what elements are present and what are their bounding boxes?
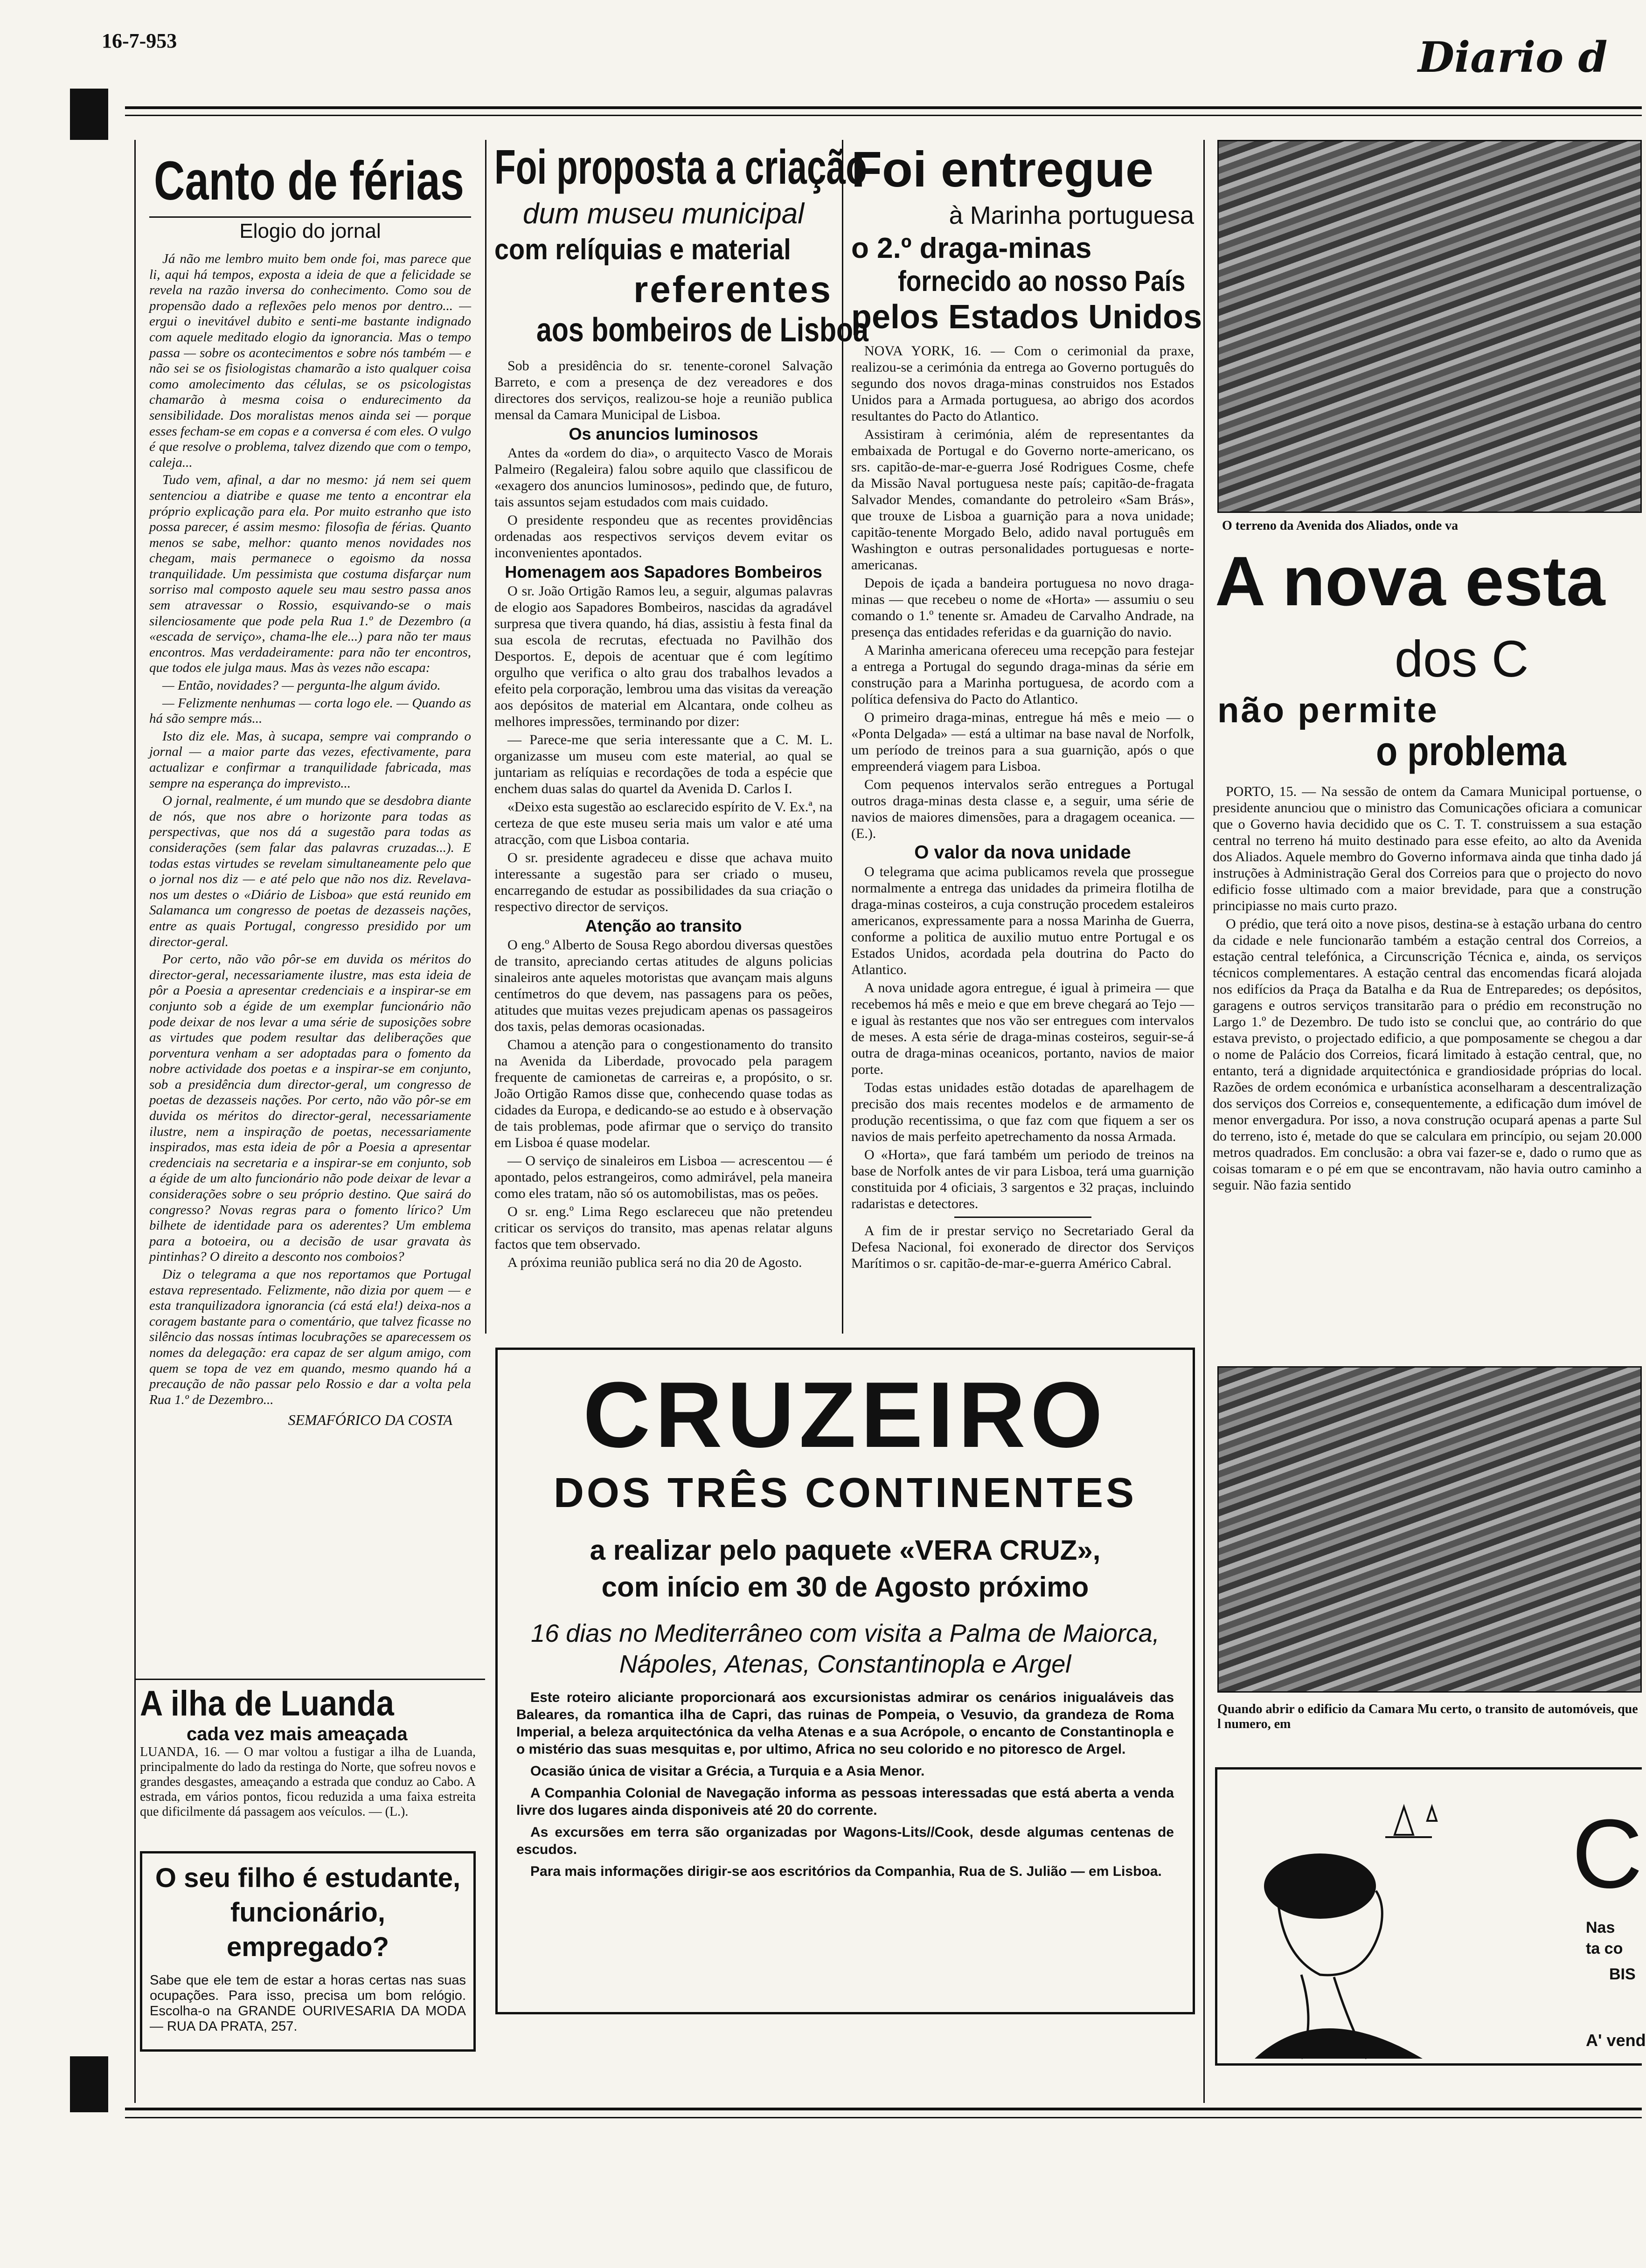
paragraph: O primeiro draga-minas, entregue há mês e meio — o «Ponta Delgada» — está a ultimar na base naval de Norfolk, um período de treinos para a sua guarnição, após o que empreenderá viagem para Lisboa.	[851, 710, 1194, 774]
headline-tertiary: com relíquias e material	[494, 234, 791, 266]
article-body	[149, 251, 471, 1408]
ad-line: Nápoles, Atenas, Constantinopla e Argel	[619, 1650, 1071, 1678]
paragraph: O telegrama que acima publicamos revela que prossegue normalmente a entrega das unidades da primeira flotilha de draga-minas costeiros, a cuja construção procedem estaleiros americanos, expressamente para a nossa Marinha de Guerra, conforme a politica de auxilio mutuo entre Portugal e os Estados Unidos, acordada pela doutrina do Pacto do Atlantico.	[851, 864, 1194, 977]
article-museu-municipal	[494, 140, 868, 1324]
ad-text: ta co	[1586, 1940, 1623, 1957]
paragraph: NOVA YORK, 16. — Com o cerimonial da praxe, realizou-se a cerimónia da entrega ao Governo português do segundo dos novos draga-minas construidos nos Estados Unidos para a Armada portuguesa, ao abrigo dos acordos resultantes do Pacto do Atlantico.	[851, 343, 1194, 424]
ad-paragraph: As excursões em terra são organizadas por Wagons-Lits//Cook, desde algumas centenas de escudos.	[516, 1825, 1174, 1857]
article-title: A ilha de Luanda	[140, 1684, 394, 1723]
article-subtitle: Elogio do jornal	[239, 220, 381, 242]
paragraph: Já não me lembro muito bem onde foi, mas parece que li, aqui há tempos, exposta a ideia de que a felicidade se revela na razão inversa do conhecimento. Como sou de propensão dado a reflexões pelo menos por dentro... — ergui o inevitável dubito e senti-me bastante indignado com aquele meditado elogio da ignorancia. Mas o tempo passa — sobre os acontecimentos e sobre nós também — e não sei se os fisiologistas chamarão a isto qualquer coisa como amolecimento das células, se os psicologistas chamarão à mesma coisa o endurecimento da sensibilidade. Dos moralistas menos ainda sei — porque esses fecham-se em copas e a conversa é com eles. O vulgo é que resolve o problema, talvez dizendo que com o tempo, caleja...	[149, 251, 471, 470]
section-heading: Atenção ao transito	[585, 916, 742, 935]
headline-main: Foi proposta a criação	[494, 140, 867, 194]
bottom-rule-thin	[125, 2117, 1642, 2118]
paragraph: O sr. presidente agradeceu e disse que achava muito interessante a sugestão para ser criado o museu, encarregando de estudar as possibilidades da sua criação o respectivo director de serviços.	[494, 850, 833, 914]
photo-caption: Quando abrir o edificio da Camara Mu certo, o transito de automóveis, que l numero, em	[1217, 1702, 1638, 1731]
photo-avenida-aliados	[1217, 140, 1642, 513]
paragraph: — O serviço de sinaleiros em Lisboa — acrescentou — é apontado, pelos estrangeiros, como admirável, pela maneira como eles tratam, não só os automobilistas, mas os peões.	[494, 1153, 833, 1201]
ad-text: A' vend	[1586, 2031, 1646, 2050]
paragraph: Por certo, não vão pôr-se em duvida os méritos do director-geral, necessariamente ilustre, mas esta ideia de pôr a Poesia a apresentar credenciais e a inspirar-se em conjunto sob a égide de um exemplar funcionário não pode deixar de nos levar a uma série de suposições sobre as virtudes que podem resultar das deliberações que porventura venham a ser adoptadas para o fomento da nobre actividade dos poetas e a inspirar-se em conjunto, sob a presidência dum director-geral, um congresso de poetas de dezasseis nações. Por certo, não vão pôr-se em duvida os méritos do director-geral, necessariamente ilustre, nem a inspiração de poetas, necessariamente inspirados, mas esta ideia de pôr a Poesia a apresentar credenciais na secretaria e a inspirar-se em conjunto, sob a égide de um alto funcionário não pode deixar de levar a considerações sobre o seu próprio destino. Que sairá do congresso? Novas regras para o fomento lírico? Um bilhete de identidade para os aderentes? Um emblema para a botoeira, ou a decisão de usar gravata às pintinhas? O direito a desconto nos comboios?	[149, 952, 471, 1265]
paragraph: O sr. eng.º Lima Rego esclareceu que não pretendeu criticar os serviços do transito, mas apenas relatar alguns factos que tem observado.	[494, 1204, 833, 1252]
section-rule	[135, 1679, 485, 1680]
ad-title: O seu filho é estudante, funcionário, empregado?	[155, 1863, 461, 1962]
top-rule-thin	[125, 115, 1642, 116]
paragraph: — Felizmente nenhumas — corta logo ele. — Quando as há são sempre más...	[149, 695, 471, 726]
article-subtitle: cada vez mais ameaçada	[187, 1724, 408, 1744]
paragraph: Antes da «ordem do dia», o arquitecto Vasco de Morais Palmeiro (Regaleira) falou sobre aquilo que classificou de «exagero dos anuncios luminosos», pedindo que, de futuro, tais assuntos sejam estudados com mais cuidado.	[494, 445, 833, 510]
paragraph: — Então, novidades? — pergunta-lhe algum ávido.	[162, 678, 441, 693]
paragraph: A Marinha americana ofereceu uma recepção para festejar a entrega a Portugal do segundo draga-minas da série em construção para a Marinha portuguesa, de acordo com a política defensiva do Pacto do Atlantico.	[851, 643, 1194, 707]
paragraph: PORTO, 15. — Na sessão de ontem da Camara Municipal portuense, o presidente anunciou que o ministro das Comunicações oficiara a comunicar que o Governo havia decidido que os C. T. T. construissem a sua estação central no terreno há muito destinado para esse efeito, ao alto da Avenida dos Aliados. Aquele membro do Governo informava ainda que tinha dado já instruções à Administração Geral dos Correios para que o projecto do novo edificio fosse ultimado com a maior brevidade, para que a construção principiasse no mais curto prazo.	[1213, 784, 1642, 913]
article-body: LUANDA, 16. — O mar voltou a fustigar a ilha de Luanda, principalmente do lado da restinga do Norte, que sofreu novos e grandes desgastes, ameaçando a estrada que conduz ao Cabo. A estrada, em vários pontos, ficou reduzida a uma faixa estreita que dificilmente dá passagem aos veículos. — (L.).	[140, 1745, 476, 1819]
headline-tertiary: o 2.º draga-minas	[851, 232, 1092, 264]
headline-tertiary: não permite	[1217, 691, 1439, 730]
paragraph: «Deixo esta sugestão ao esclarecido espírito de V. Ex.ª, na certeza de que este museu seria mais um valor e até uma atracção, com que Lisboa contaria.	[494, 799, 833, 847]
paragraph: Chamou a atenção para o congestionamento do transito na Avenida da Liberdade, provocado pela paragem frequente de camionetas de carreiras e, a propósito, o sr. João Ortigão Ramos disse que, conhecendo quase todas as cidades da Europa, e dedicando-se ao estudo e à observação de tais problemas, pode afirmar que o serviço do transito em Lisboa é quase modelar.	[494, 1037, 833, 1150]
ad-line: 16 dias no Mediterrâneo com visita a Palma de Maiorca,	[531, 1619, 1160, 1647]
ad-text: Nas	[1586, 1919, 1615, 1936]
paragraph: Todas estas unidades estão dotadas de aparelhagem de precisão dos mais recentes modelos e de armamento de produção recentissima, o que faz com que fiquem a ser os navios de mais perfeito apetrechamento da nossa Armada.	[851, 1080, 1194, 1144]
paragraph: Diz o telegrama a que nos reportamos que Portugal estava representado. Felizmente, não dizia por quem — e esta tranquilizadora ignorancia (cá está ela!) deixa-nos a coragem bastante para o comentário, que talvez ficasse no silêncio das nossas íntimas locubrações se aparecessem os nomes da delegação: era capaz de ser algum amigo, com quem se topa de vez em quando, mesmo quando há a precaução de não passar pelo Rossio e dar a volta pela Rua 1.º de Dezembro...	[149, 1267, 471, 1407]
ad-paragraph: A Companhia Colonial de Navegação informa as pessoas interessadas que está aberta a venda livre dos lugares ainda disponiveis até 20 do corrente.	[516, 1785, 1174, 1818]
left-border-rule	[134, 140, 136, 2103]
ad-body	[516, 1689, 1174, 1880]
headline-secondary: dum museu municipal	[522, 198, 805, 230]
headline-fourth: fornecido ao nosso País	[898, 265, 1186, 297]
masthead: Diario d	[1418, 33, 1608, 82]
paragraph: O «Horta», que fará também um periodo de treinos na base de Norfolk antes de vir para Lisboa, terá uma guarnição constituida por 4 oficiais, 3 sargentos e 32 praças, incluindo radaristas e detectores.	[851, 1147, 1194, 1211]
paragraph: A próxima reunião publica será no dia 20 de Agosto.	[507, 1255, 802, 1270]
paragraph: O presidente respondeu que as recentes providências ordenadas aos respectivos serviços devem evitar os inconvenientes apontados.	[494, 512, 833, 560]
ad-paragraph: Este roteiro aliciante proporcionará aos excursionistas admirar os cenários inigualáveis das Baleares, da romantica ilha de Capri, das ruinas de Pompeia, o Vesuvio, da grandeza de Roma Imperial, a beleza arquitectónica da velha Atenas e a sua Acrópole, o encanto de Constantinopla e o mistério das suas mesquitas e, por ultimo, Africa no seu colorido e no pitoresco de Argel.	[516, 1690, 1174, 1757]
photo-caption: O terreno da Avenida dos Aliados, onde va	[1222, 519, 1458, 533]
ad-line: com início em 30 de Agosto próximo	[601, 1571, 1089, 1603]
ad-letter: C	[1572, 1799, 1643, 1908]
paragraph: A fim de ir prestar serviço no Secretariado Geral da Defesa Nacional, foi exonerado de director dos Serviços Marítimos o sr. capitão-de-mar-e-guerra Américo Cabral.	[851, 1223, 1194, 1271]
top-rule	[125, 106, 1642, 109]
ad-line: a realizar pelo paquete «VERA CRUZ»,	[590, 1535, 1101, 1566]
ad-subtitle: DOS TRÊS CONTINENTES	[553, 1470, 1137, 1516]
headline-final: pelos Estados Unidos	[851, 298, 1202, 336]
ad-title: CRUZEIRO	[583, 1363, 1108, 1467]
margin-mark-bottom	[70, 2056, 108, 2112]
paragraph: — Parece-me que seria interessante que a C. M. L. organizasse um museu com este material, ao qual se juntariam as relíquias e recordações de toda a espécie que enchem duas salas do quartel da Avenida D. Carlos I.	[494, 732, 833, 796]
photo-camara-municipal	[1217, 1366, 1642, 1693]
ad-paragraph: Para mais informações dirigir-se aos escritórios da Companhia, Rua de S. Julião — em Lisboa.	[530, 1864, 1162, 1879]
paragraph: A nova unidade agora entregue, é igual à primeira — que recebemos há mês e meio e que em breve chegará ao Tejo — e igual às restantes que nos vão ser entregues com intervalos de meses. A esta série de draga-minas costeiros, seguir-se-á outra de draga-minas oceanicos, portanto, navios de maior porte.	[851, 980, 1194, 1077]
article-luanda	[140, 1683, 476, 1837]
article-canto-de-ferias	[149, 149, 471, 1669]
article-draga-minas	[851, 140, 1202, 1324]
headline-emphasis: referentes	[633, 269, 833, 310]
article-porto	[1213, 783, 1642, 1357]
ad-cruzeiro	[495, 1348, 1195, 2014]
section-heading: Os anuncios luminosos	[569, 424, 758, 443]
headline-secondary: dos C	[1395, 630, 1529, 688]
column-rule-1	[485, 140, 486, 1334]
bottom-rule	[125, 2108, 1642, 2110]
article-signature: SEMAFÓRICO DA COSTA	[288, 1411, 452, 1429]
paragraph: Com pequenos intervalos serão entregues a Portugal outros draga-minas desta classe e, a seguir, uma série de navios de maiores dimensões, para a dragagem oceanica. — (E.).	[851, 777, 1194, 841]
paragraph: O jornal, realmente, é um mundo que se desdobra diante de nós, que nos abre o horizonte para todas as perspectivas, que nos dá a sugestão para todas as considerações (sem falar das palavras cruzadas...). E todas estas virtudes se revelam simultaneamente pelo que o jornal nos diz — e até pelo que não nos diz. Revelava-nos um destes o «Diário de Lisboa» que está reunido em Salamanca um congresso de poetas de dezasseis nações, entre as quais Portugal, congresso presidido por um director-geral.	[149, 793, 471, 949]
article-title: Canto de férias	[154, 150, 464, 212]
woman-illustration-icon	[1227, 1779, 1469, 2059]
column-rule-3	[1203, 140, 1205, 2103]
paragraph: Depois de içada a bandeira portuguesa no novo draga-minas — que recebeu o nome de «Horta» — assumiu o seu comando o 1.º tenente sr. Amadeu de Carvalho Andrade, na presença das entidades referidas e da guarnição do navio.	[851, 575, 1194, 640]
headline-final: o problema	[1376, 728, 1566, 774]
headline-final: aos bombeiros de Lisboa	[536, 311, 868, 349]
ad-paragraph: Ocasião única de visitar a Grécia, a Turquia e a Asia Menor.	[530, 1763, 925, 1779]
paragraph: Tudo vem, afinal, a dar no mesmo: já nem sei quem sentenciou a diatribe e quase me tento a encontrar ela próprio explicação para ela. Por muito estranho que isto possa parecer, é assim mesmo: filosofia de férias. Quanto menos se sabe, melhor: quanto menos novidades nos chegam, mais permanece o egoismo da nossa tranquilidade. Um pessimista que costuma disfarçar num sorriso mal composto aquele seu mau sestro passa anos sem atravessar o Rossio, esquivando-se o mais silenciosamente que pode pela Rua 1.º de Dezembro (a «escada de serviço», chama-lhe ele...) para não ter maus encontros. Mas verdadeiramente: para não ter encontros, que todos ele julga maus. Mas às vezes não escapa:	[149, 472, 471, 676]
margin-mark-top	[70, 89, 108, 140]
ad-watch-shop	[140, 1851, 476, 2052]
paragraph: Isto diz ele. Mas, à sucapa, sempre vai comprando o jornal — a maior parte das vezes, efectivamente, para actualizar e confirmar a tranquilidade fabricada, mas sempre na esperança do imprevisto...	[149, 728, 471, 791]
section-heading: O valor da nova unidade	[914, 842, 1131, 863]
paragraph: Assistiram à cerimónia, além de representantes da embaixada de Portugal e do Governo norte-americano, os srs. capitão-de-mar-e-guerra José Rodrigues Cosme, chefe da Missão Naval portuguesa neste país; capitão-de-fragata Salvador Mendes, comandante do petroleiro «Sam Brás», que trouxe de Lisboa a guarnição para a nova unidade; capitão-tenente Morgado Belo, adido naval português em Washington e outras personalidades portuguesas e norte-americanas.	[851, 427, 1194, 573]
title-rule	[149, 216, 471, 218]
headline-secondary: à Marinha portuguesa	[949, 201, 1194, 229]
ad-text: Sabe que ele tem de estar a horas certas nas suas ocupações. Para isso, precisa um bom relógio. Escolha-o na GRANDE OURIVESARIA DA MODA — RUA DA PRATA, 257.	[150, 1973, 466, 2034]
page-date: 16-7-953	[102, 29, 177, 52]
section-heading: Homenagem aos Sapadores Bombeiros	[505, 562, 822, 581]
ad-partial	[1215, 1767, 1646, 2066]
headline-main: Foi entregue	[851, 141, 1154, 197]
paragraph: Sob a presidência do sr. tenente-coronel Salvação Barreto, e com a presença de dez vereadores e dos directores dos serviços, realizou-se hoje a reunião publica mensal da Camara Municipal de Lisboa.	[494, 358, 833, 422]
divider	[954, 1217, 1091, 1218]
paragraph: O prédio, que terá oito a nove pisos, destina-se à estação urbana do centro da cidade e nele funcionarão também a estação central dos Correios, a estação central telefónica, a Circunscrição Técnica e, ainda, os serviços técnicos complementares. A estação central das encomendas ficará alojada nos edifícios da Praça da Batalha e da Rua de Entreparedes; os depósitos, garagens e outros serviços transitarão para o prédio em reconstrução no Largo 1.º de Dezembro. De tudo isto se conclui que, ao contrário do que estava previsto, o projectado edificio, a que pomposamente se chegou a dar o nome de Palácio dos Correios, ficará limitado à estação central, que, no entanto, terá a dignidade arquitectónica e grandiosidade próprias do local. Razões de ordem económica e urbanística aconselharam a descentralização dos serviços dos Correios e, consequentemente, a edificação dum imóvel de menor envergadura. Por isso, a nova construção ocupará apenas a parte Sul do terreno, isto é, metade do que se calculara em princípio, ou sejam 20.000 metros quadrados. Em conclusão: a obra vai fazer-se e, dado o rumo que as coisas tomaram e o pé em que se encontravam, não havia outro caminho a seguir. Não fazia sentido	[1213, 916, 1642, 1193]
paragraph: O sr. João Ortigão Ramos leu, a seguir, algumas palavras de elogio aos Sapadores Bombeiros, nascidas da agradável surpresa que tivera quando, há dias, assistiu à festa final da sua escola de recrutas, efectuada no Pavilhão dos Desportos. E, depois de acentuar que é com legítimo orgulho que verifica o alto grau dos trabalhos levados a efeito pela corporação, lembrou uma das visitas da vereação aos depósitos de material em Alcantara, onde colheu as melhores impressões, terminando por dizer:	[494, 583, 833, 729]
headline-main: A nova esta	[1215, 542, 1605, 620]
ad-text: BIS	[1609, 1965, 1636, 1983]
paragraph: O eng.º Alberto de Sousa Rego abordou diversas questões de transito, apreciando certas atitudes de alguns policias sinaleiros ante aqueles motoristas que avançam mais alguns centímetros do que devem, nas passagens para os peões, atitudes que muitas vezes prejudicam apenas os passageiros dos taxis, pelas demoras ocasionadas.	[494, 937, 833, 1034]
